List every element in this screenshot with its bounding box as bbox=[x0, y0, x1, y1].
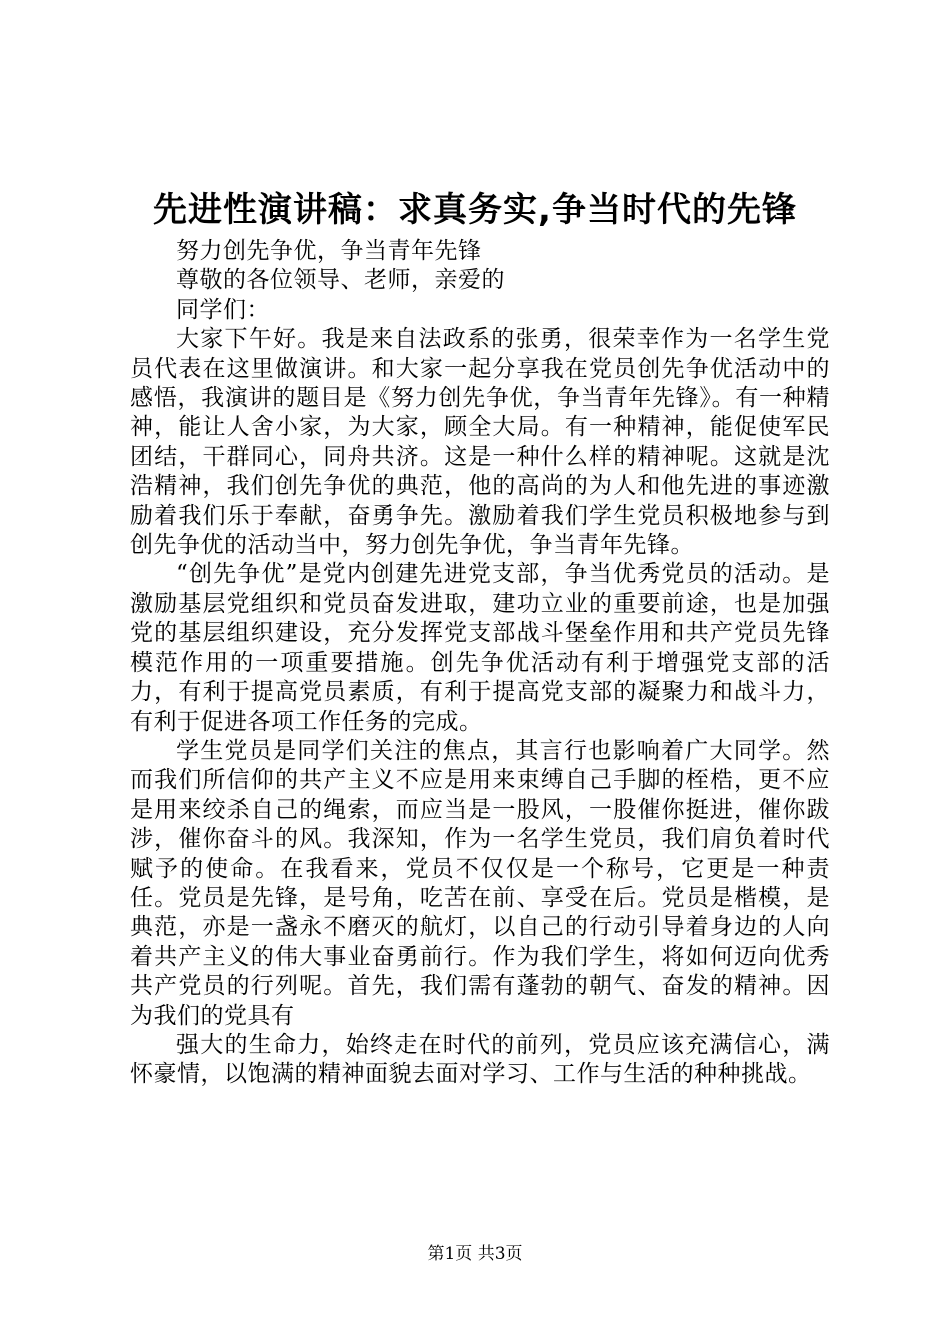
paragraph-salutation: 尊敬的各位领导、老师，亲爱的 bbox=[176, 267, 505, 294]
paragraph-2: “创先争优”是党内创建先进党支部，争当优秀党员的活动。是激励基层党组织和党员奋发进取，建功立业的重要前途，也是加强党的基层组织建设，充分发挥党支部战斗堡垒作用和共产党员先锋模范作用的一项重要措施。创先争优活动有利于增强党支部的活力，有利于提高党员素质，有利于提高党支部的凝聚力和战斗力，有利于促进各项工作任务的完成。 bbox=[130, 561, 830, 735]
paragraph-subtitle: 努力创先争优，争当青年先锋 bbox=[176, 238, 482, 264]
paragraph-1: 大家下午好。我是来自法政系的张勇，很荣幸作为一名学生党员代表在这里做演讲。和大家一起分享我在党员创先争优活动中的感悟，我演讲的题目是《努力创先争优，争当青年先锋》。有一种精神，能让人舍小家，为大家，顾全大局。有一种精神，能促使军民团结，干群同心，同舟共济。这是一种什么样的精神呢。这就是沈浩精神，我们创先争优的典范，他的高尚的为人和他先进的事迹激励着我们乐于奉献，奋勇争先。激励着我们学生党员积极地参与到创先争优的活动当中，努力创先争优，争当青年先锋。 bbox=[130, 326, 830, 559]
page-footer: 第1页 共3页 bbox=[427, 1244, 523, 1264]
document-title: 先进性演讲稿：求真务实,争当时代的先锋 bbox=[153, 190, 797, 230]
paragraph-4: 强大的生命力，始终走在时代的前列，党员应该充满信心，满怀豪情，以饱满的精神面貌去面对学习、工作与生活的种种挑战。 bbox=[130, 1031, 830, 1088]
paragraph-salutation-cont: 同学们： bbox=[176, 296, 270, 323]
document-body bbox=[130, 237, 830, 1090]
paragraph-3: 学生党员是同学们关注的焦点，其言行也影响着广大同学。然而我们所信仰的共产主义不应是用来束缚自己手脚的桎梏，更不应是用来绞杀自己的绳索，而应当是一股风，一股催你挺进，催你跋涉，催你奋斗的风。我深知，作为一名学生党员，我们肩负着时代赋予的使命。在我看来，党员不仅仅是一个称号，它更是一种责任。党员是先锋，是号角，吃苦在前、享受在后。党员是楷模，是典范，亦是一盏永不磨灭的航灯，以自己的行动引导着身边的人向着共产主义的伟大事业奋勇前行。作为我们学生，将如何迈向优秀共产党员的行列呢。首先，我们需有蓬勃的朝气、奋发的精神。因为我们的党具有 bbox=[130, 737, 830, 1029]
